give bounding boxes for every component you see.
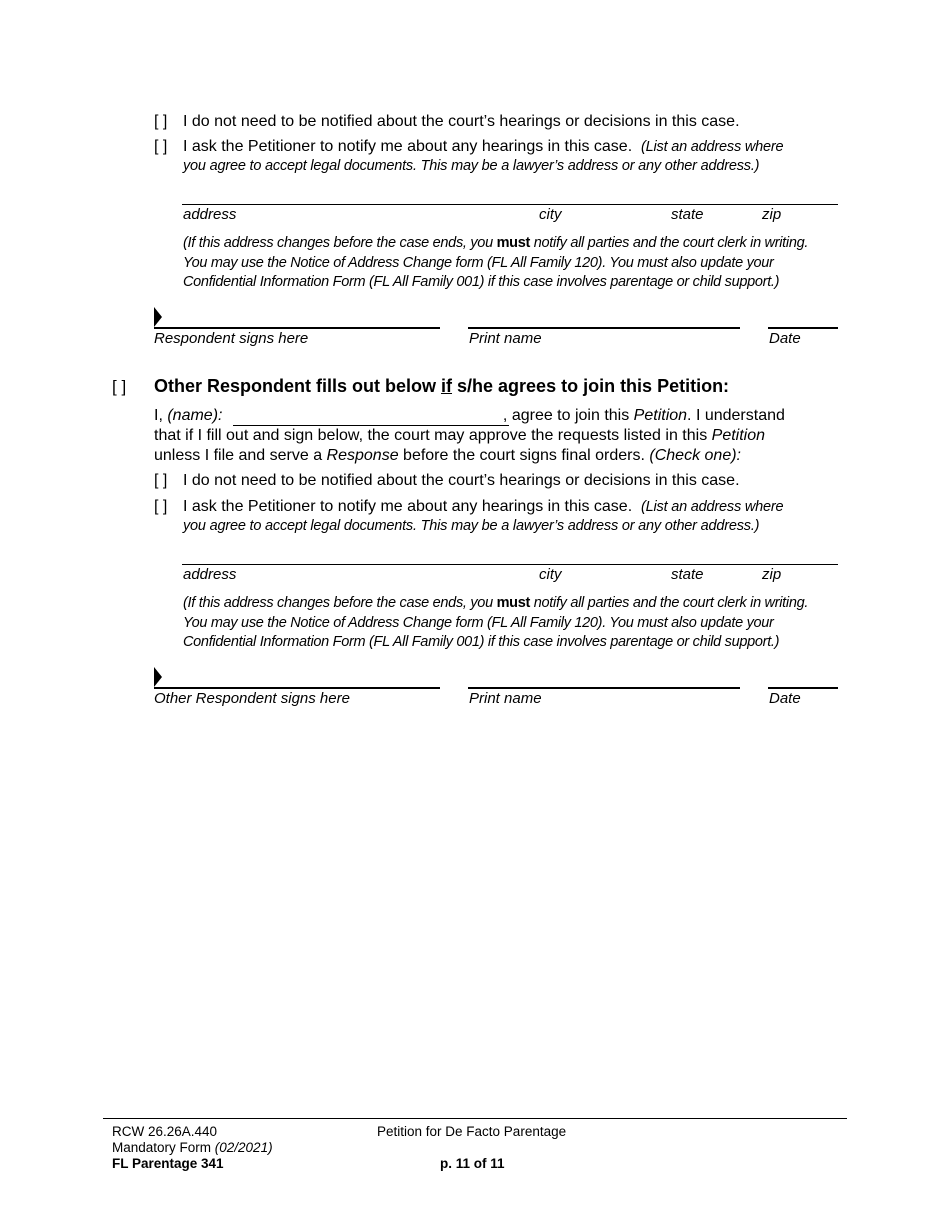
other-state-label: state bbox=[671, 566, 704, 583]
respondent-date-label: Date bbox=[769, 330, 801, 347]
checkbox-notify[interactable]: [ ] bbox=[154, 138, 168, 155]
footer-form-number: FL Parentage 341 bbox=[112, 1156, 224, 1171]
address-label: address bbox=[183, 206, 237, 223]
other-address-line[interactable] bbox=[182, 564, 838, 565]
other-zip-label: zip bbox=[762, 566, 782, 583]
checkbox-no-notify[interactable]: [ ] bbox=[154, 113, 168, 130]
other-respondent-heading: Other Respondent fills out below if s/he agrees to join this Petition: bbox=[154, 376, 730, 396]
state-label: state bbox=[671, 206, 704, 223]
option-notify-text bbox=[183, 138, 783, 156]
footer-form-title: Petition for De Facto Parentage bbox=[377, 1124, 567, 1139]
footer-divider bbox=[103, 1118, 847, 1119]
respondent-date-line[interactable] bbox=[768, 327, 838, 329]
other-checkbox-no-notify[interactable]: [ ] bbox=[154, 472, 168, 489]
footer-page-number: p. 11 of 11 bbox=[440, 1156, 505, 1171]
footer-statute: RCW 26.26A.440 bbox=[112, 1124, 218, 1139]
other-city-label: city bbox=[539, 566, 562, 583]
other-address-label: address bbox=[183, 566, 237, 583]
respondent-print-name-line[interactable] bbox=[468, 327, 740, 329]
address-line[interactable] bbox=[182, 204, 838, 205]
respondent-print-name-label: Print name bbox=[469, 330, 542, 347]
other-option-notify-hint-cont: you agree to accept legal documents. This may be a lawyer’s address or any other address.) bbox=[183, 518, 760, 534]
other-respondent-checkbox[interactable]: [ ] bbox=[112, 377, 127, 396]
other-option-notify-text bbox=[183, 498, 783, 516]
join-paragraph: I, (name): , agree to join this Petition. I understand that if I fill out and sign below, the court may approve the requests listed in this Petition unless I file and serve a Response before the court signs final orders. (Check one): bbox=[154, 407, 785, 464]
other-respondent-sign-label: Other Respondent signs here bbox=[154, 690, 350, 707]
other-respondent-date-line[interactable] bbox=[768, 687, 838, 689]
other-checkbox-notify[interactable]: [ ] bbox=[154, 498, 168, 515]
name-underline bbox=[233, 425, 509, 426]
zip-label: zip bbox=[762, 206, 782, 223]
other-option-notify-hint: (List an address where bbox=[641, 499, 784, 515]
city-label: city bbox=[539, 206, 562, 223]
footer-mandatory-form: Mandatory Form (02/2021) bbox=[112, 1140, 273, 1155]
respondent-sign-label: Respondent signs here bbox=[154, 330, 309, 347]
other-option-no-notify-text: I do not need to be notified about the court’s hearings or decisions in this case. bbox=[183, 472, 740, 489]
sign-here-arrow-icon bbox=[154, 307, 162, 327]
footer-left bbox=[112, 1124, 273, 1172]
other-respondent-date-label: Date bbox=[769, 690, 801, 707]
option-notify-label: I ask the Petitioner to notify me about any hearings in this case. bbox=[183, 138, 633, 155]
other-address-change-note: (If this address changes before the case ends, you must notify all parties and the court clerk in writing. You may use the Notice of Address Change form (FL All Family 120). You must also update your Confidential Information Form (FL All Family 001) if this case involves parentage or child support.) bbox=[183, 595, 809, 650]
other-respondent-print-name-label: Print name bbox=[469, 690, 542, 707]
other-option-notify-label: I ask the Petitioner to notify me about any hearings in this case. bbox=[183, 498, 633, 515]
other-sign-here-arrow-icon bbox=[154, 667, 162, 687]
respondent-signature-line[interactable] bbox=[154, 327, 440, 329]
other-respondent-print-name-line[interactable] bbox=[468, 687, 740, 689]
other-respondent-signature-line[interactable] bbox=[154, 687, 440, 689]
address-change-note: (If this address changes before the case ends, you must notify all parties and the court clerk in writing. You may use the Notice of Address Change form (FL All Family 120). You must also update your Confidential Information Form (FL All Family 001) if this case involves parentage or child support.) bbox=[183, 235, 809, 290]
option-notify-hint-cont: you agree to accept legal documents. This may be a lawyer’s address or any other address.) bbox=[183, 158, 760, 174]
option-notify-hint: (List an address where bbox=[641, 139, 784, 155]
option-no-notify-text: I do not need to be notified about the court’s hearings or decisions in this case. bbox=[183, 113, 740, 130]
